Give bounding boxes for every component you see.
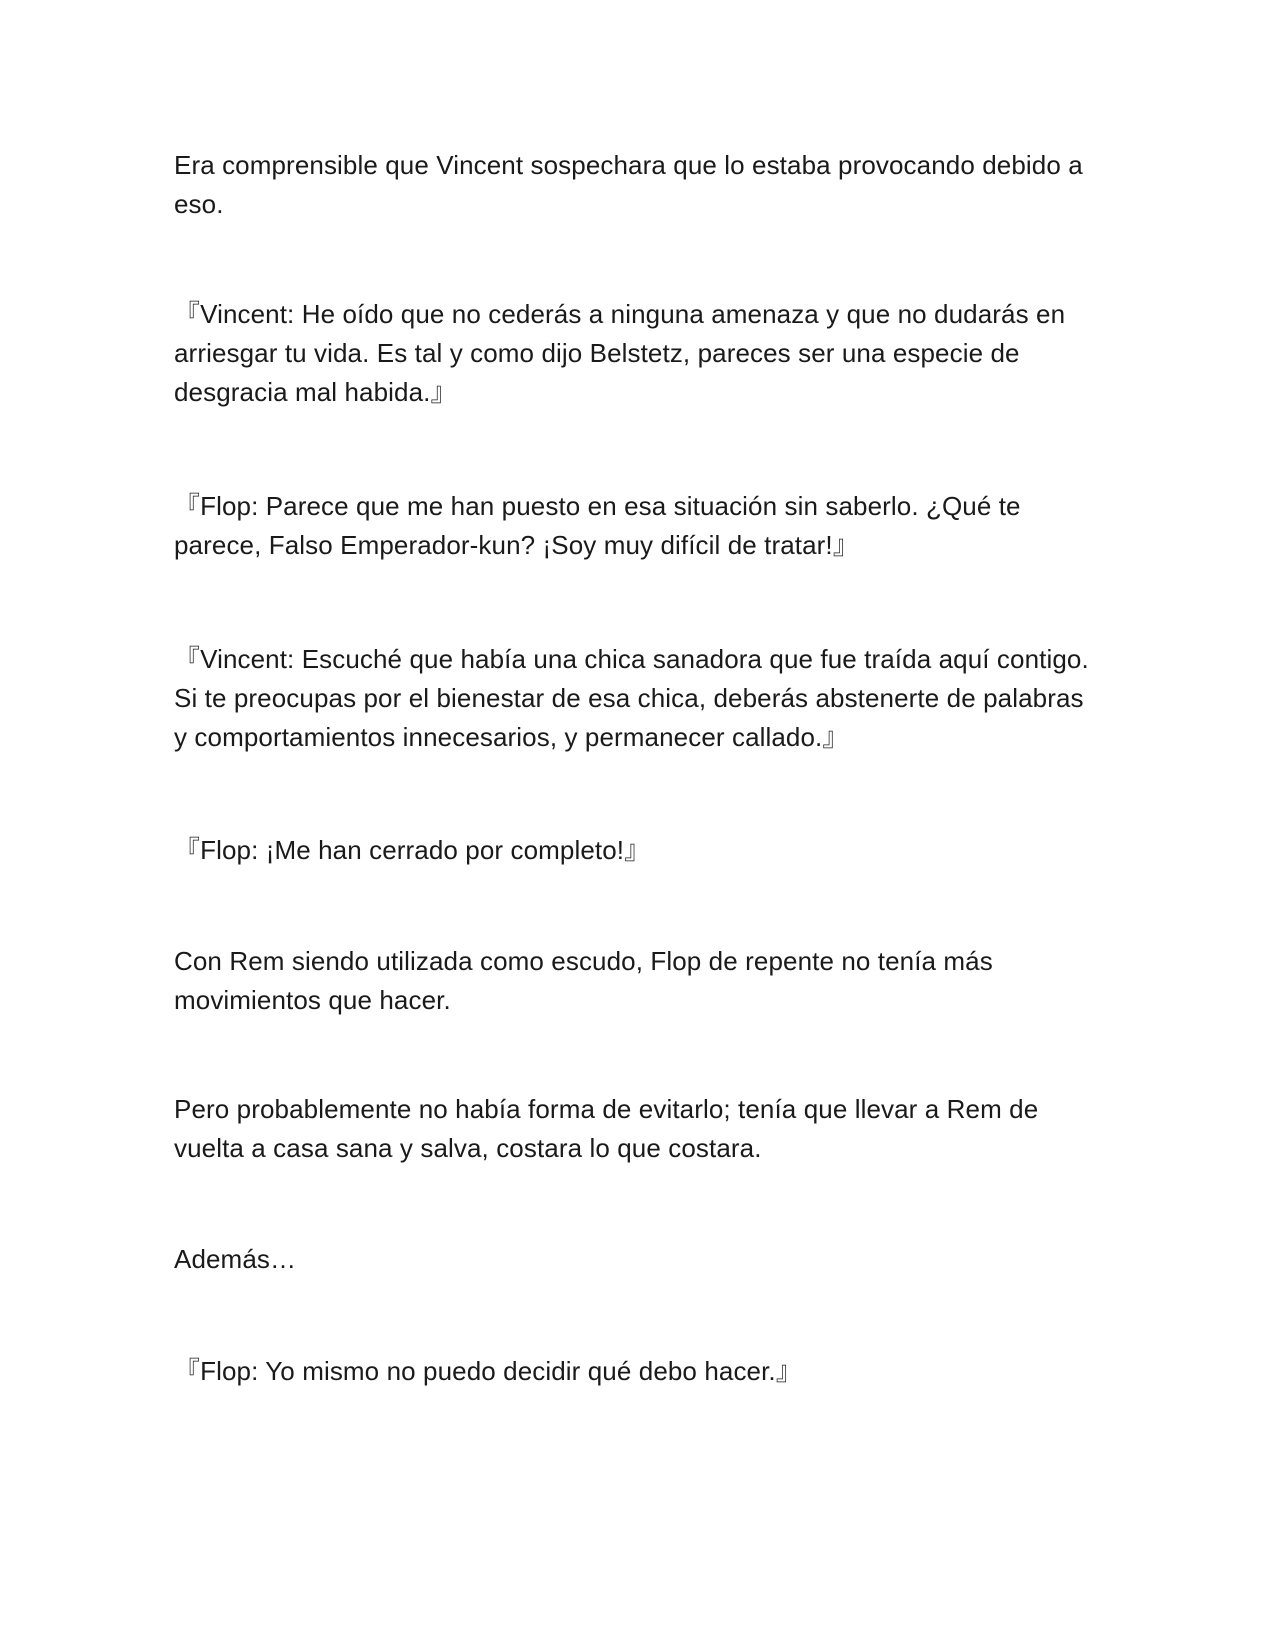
dialogue-flop: 『Flop: Yo mismo no puedo decidir qué debo hacer.』 [174, 1356, 802, 1386]
dialogue-flop: 『Flop: ¡Me han cerrado por completo!』 [174, 835, 651, 865]
narration-paragraph: Era comprensible que Vincent sospechara que lo estaba provocando debido a eso. [174, 150, 1083, 219]
dialogue-flop: 『Flop: Parece que me han puesto en esa situación sin saberlo. ¿Qué te parece, Falso Emperador-kun? ¡Soy muy difícil de tratar!』 [174, 491, 1021, 560]
narration-paragraph: Con Rem siendo utilizada como escudo, Flop de repente no tenía más movimientos que hacer. [174, 946, 993, 1015]
dialogue-vincent: 『Vincent: Escuché que había una chica sanadora que fue traída aquí contigo. Si te preocupas por el bienestar de esa chica, deberás abstenerte de palabras y comportamientos innecesarios, y permanecer callado.』 [174, 644, 1089, 752]
narration-paragraph: Pero probablemente no había forma de evitarlo; tenía que llevar a Rem de vuelta a casa sana y salva, costara lo que costara. [174, 1094, 1039, 1163]
narration-paragraph: Además… [174, 1244, 297, 1274]
dialogue-vincent: 『Vincent: He oído que no cederás a ninguna amenaza y que no dudarás en arriesgar tu vida. Es tal y como dijo Belstetz, pareces ser una especie de desgracia mal habida.』 [174, 299, 1066, 407]
